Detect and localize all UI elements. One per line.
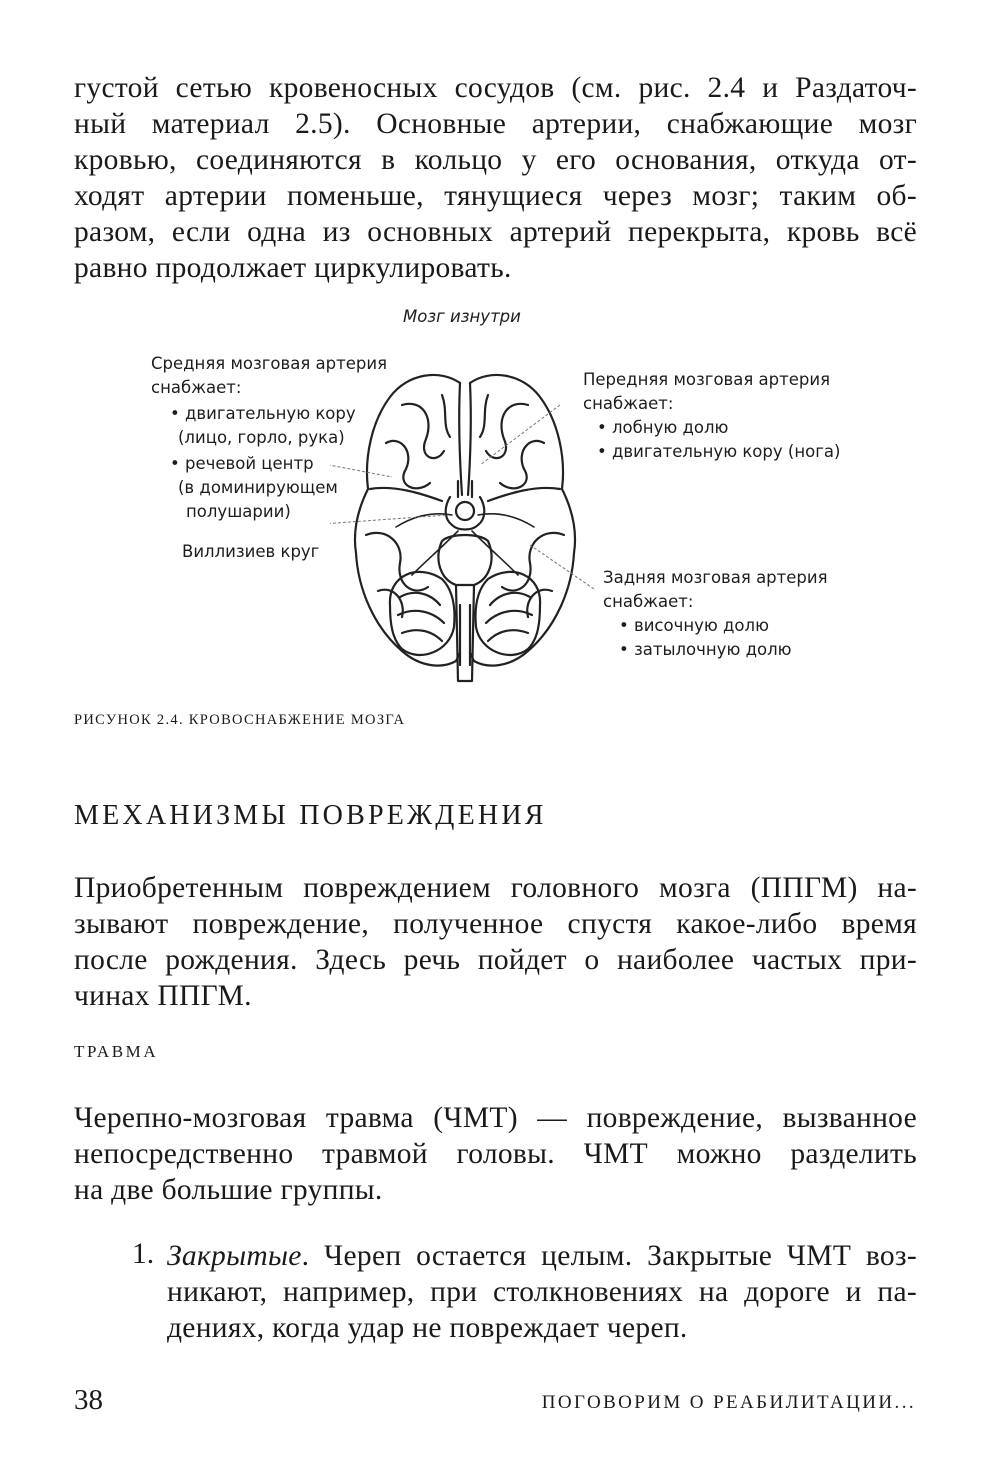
label-line: Средняя мозговая артерия: [151, 354, 387, 373]
figure-title: Мозг изнутри: [403, 307, 521, 326]
label-line: • лобную долю: [597, 418, 729, 437]
label-line: (лицо, горло, рука): [178, 428, 345, 447]
label-line: • затылочную долю: [619, 640, 792, 659]
label-line: Передняя мозговая артерия: [583, 370, 831, 389]
list-line: [167, 1238, 917, 1274]
text-line: густой сетью кровеносных сосудов (см. рис. 2.4 и Раздаточ-: [74, 72, 917, 104]
text-line: Приобретенным повреждением головного мозга (ППГМ) на-: [74, 872, 917, 904]
label-line: снабжает:: [583, 394, 674, 413]
page-number: 38: [74, 1384, 103, 1416]
list-term: Закрытые: [167, 1240, 302, 1272]
label-line: полушарии): [186, 502, 291, 521]
text-line: зывают повреждение, полученное спустя какое-либо время: [74, 908, 917, 940]
text-line: ходят артерии поменьше, тянущиеся через мозг; таким об-: [74, 180, 917, 212]
label-line: снабжает:: [151, 378, 242, 397]
figure-caption: РИСУНОК 2.4. КРОВОСНАБЖЕНИЕ МОЗГА: [74, 712, 406, 728]
label-line: Задняя мозговая артерия: [603, 568, 828, 587]
text-line: на две большие группы.: [74, 1174, 383, 1206]
willis-circle-label: Виллизиев круг: [182, 542, 320, 561]
list-text: . Череп остается целым. Закрытые ЧМТ воз-: [301, 1240, 917, 1272]
list-line: дениях, когда удар не повреждает череп.: [167, 1312, 688, 1344]
label-line: • речевой центр: [170, 454, 314, 473]
running-title: ПОГОВОРИМ О РЕАБИЛИТАЦИИ...: [541, 1392, 916, 1413]
list-number: 1.: [132, 1238, 155, 1270]
label-line: • височную долю: [619, 616, 769, 635]
text-line: кровью, соединяются в кольцо у его основания, откуда от-: [74, 144, 917, 176]
text-line: разом, если одна из основных артерий перекрыта, кровь всё: [74, 216, 917, 248]
text-line: ный материал 2.5). Основные артерии, снабжающие мозг: [74, 108, 917, 140]
section-heading: МЕХАНИЗМЫ ПОВРЕЖДЕНИЯ: [74, 800, 547, 831]
text-line: равно продолжает циркулировать.: [74, 252, 512, 284]
label-line: • двигательную кору (нога): [597, 442, 841, 461]
brain-illustration: [330, 365, 600, 695]
subsection-heading: ТРАВМА: [74, 1042, 159, 1061]
label-line: (в доминирующем: [178, 478, 338, 497]
text-line: непосредственно травмой головы. ЧМТ можно разделить: [74, 1138, 917, 1170]
text-line: после рождения. Здесь речь пойдет о наиболее частых при-: [74, 944, 917, 976]
list-line: никают, например, при столкновениях на дороге и па-: [167, 1276, 917, 1308]
label-line: • двигательную кору: [170, 404, 356, 423]
label-line: снабжает:: [603, 592, 694, 611]
text-line: чинах ППГМ.: [74, 980, 252, 1012]
text-line: Черепно-мозговая травма (ЧМТ) — повреждение, вызванное: [74, 1102, 917, 1134]
